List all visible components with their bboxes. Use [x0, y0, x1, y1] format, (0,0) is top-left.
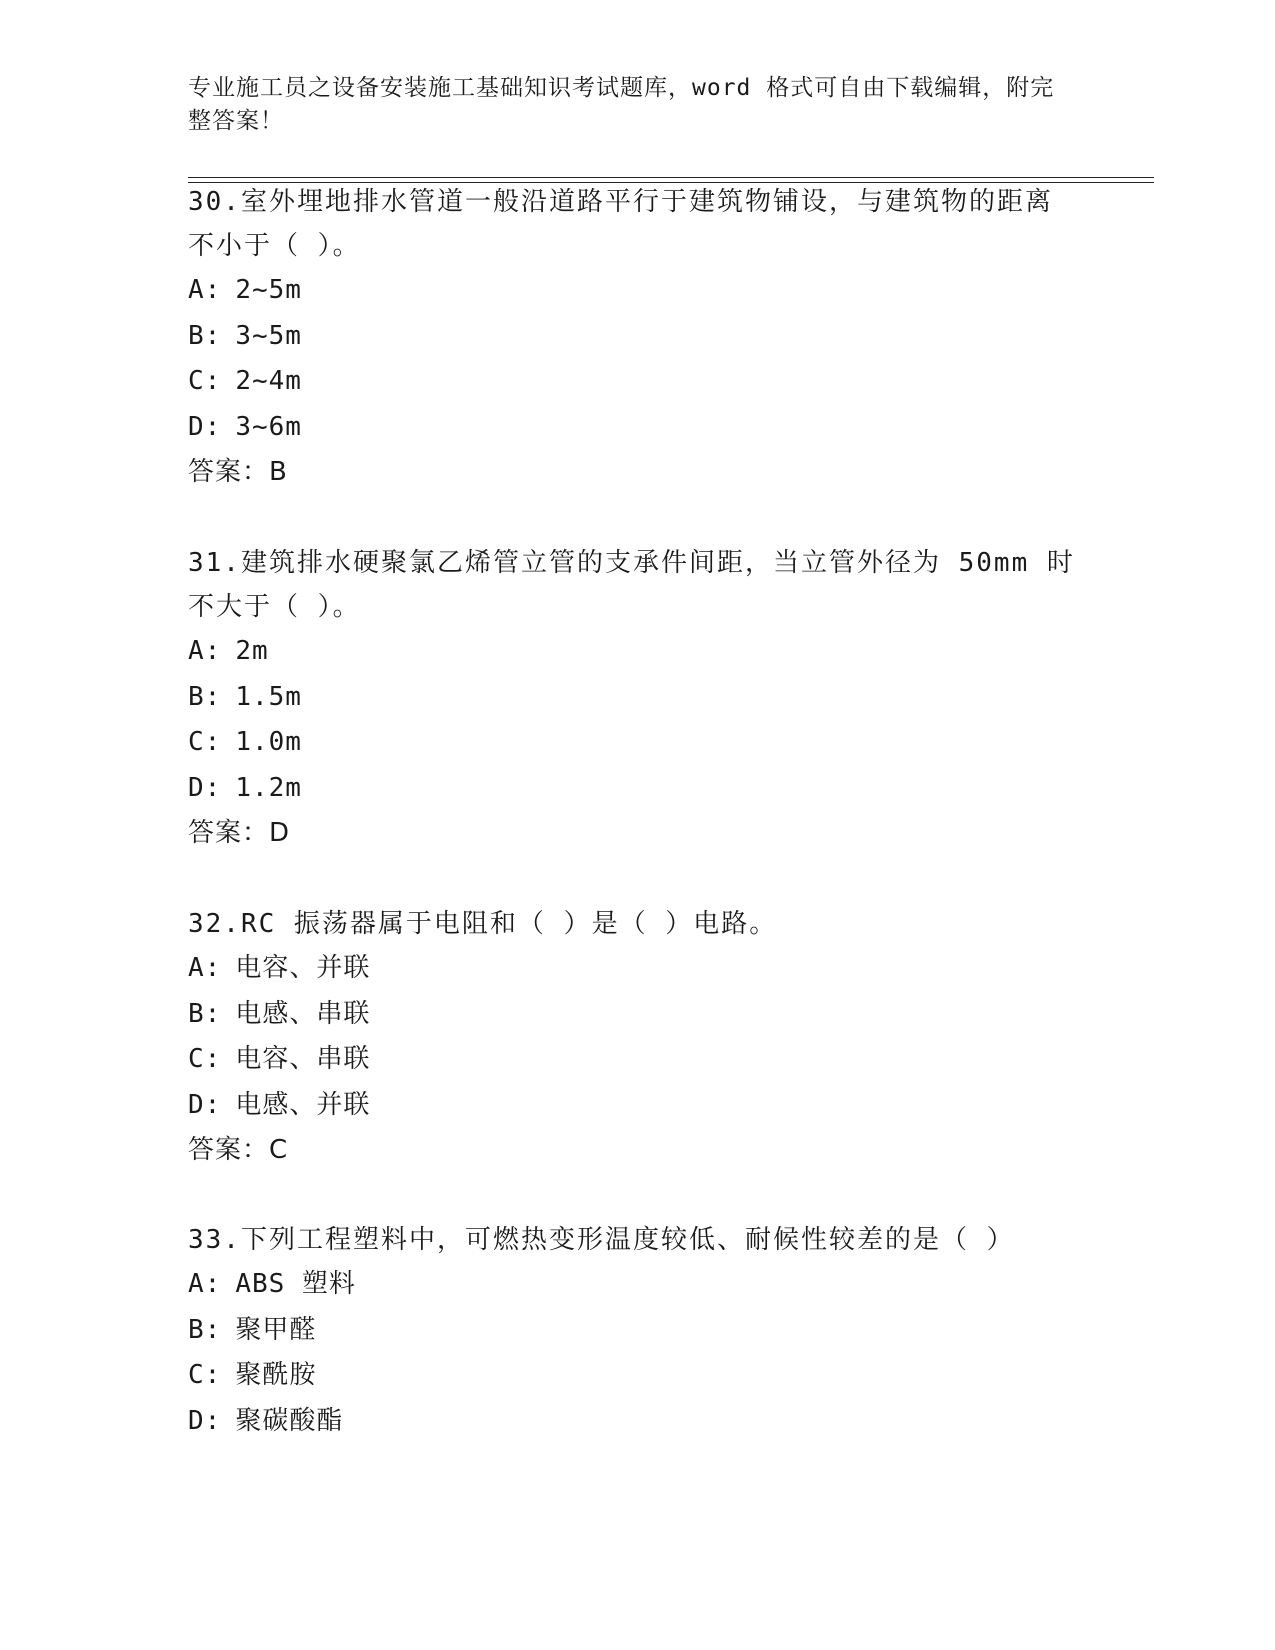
- option-letter: C:: [188, 1044, 222, 1074]
- option-d: [188, 1399, 1088, 1445]
- option-text: 1.5m: [235, 681, 302, 712]
- question-stem-line: 不大于（ ）。: [188, 592, 361, 622]
- question-stem-line: 30.室外埋地排水管道一般沿道路平行于建筑物铺设，与建筑物的距离: [188, 187, 1053, 217]
- option-b: [188, 675, 1088, 721]
- question-stem: [188, 541, 1088, 629]
- option-d: [188, 405, 1088, 451]
- option-letter: D:: [188, 411, 222, 442]
- option-letter: B:: [188, 320, 222, 351]
- option-text: 聚碳酸酯: [235, 1405, 344, 1436]
- option-letter: A:: [188, 636, 222, 666]
- option-text: 3~6m: [235, 411, 302, 442]
- option-a: [188, 1262, 1088, 1308]
- option-a: [188, 946, 1088, 992]
- question-stem: [188, 902, 1088, 946]
- option-c: [188, 1037, 1088, 1083]
- option-letter: C:: [188, 1360, 222, 1390]
- option-a: [188, 629, 1088, 675]
- header-line-2: 整答案！: [188, 108, 284, 134]
- option-letter: A:: [188, 1269, 222, 1299]
- option-text: 3~5m: [235, 320, 302, 351]
- option-letter: C:: [188, 727, 222, 757]
- question-30: [188, 180, 1088, 494]
- option-b: [188, 992, 1088, 1038]
- question-32: [188, 902, 1088, 1172]
- option-letter: C:: [188, 366, 222, 396]
- option-b: [188, 314, 1088, 360]
- option-letter: D:: [188, 1089, 222, 1120]
- option-b: [188, 1308, 1088, 1354]
- header-line-1: 专业施工员之设备安装施工基础知识考试题库，word 格式可自由下载编辑，附完: [188, 75, 1055, 101]
- option-letter: B:: [188, 681, 222, 712]
- option-c: [188, 720, 1088, 766]
- option-d: [188, 1083, 1088, 1129]
- question-stem: [188, 180, 1088, 268]
- option-text: 2~5m: [235, 275, 302, 305]
- question-stem-line: 不小于（ ）。: [188, 231, 361, 261]
- option-text: 聚甲醛: [235, 1314, 317, 1345]
- option-text: ABS 塑料: [235, 1269, 356, 1299]
- option-c: [188, 359, 1088, 405]
- question-31: [188, 541, 1088, 855]
- option-text: 电感、串联: [235, 998, 371, 1029]
- question-stem: [188, 1218, 1088, 1262]
- option-text: 1.0m: [235, 727, 302, 757]
- question-stem-line: 31.建筑排水硬聚氯乙烯管立管的支承件间距，当立管外径为 50mm 时: [188, 548, 1075, 578]
- option-text: 电容、串联: [235, 1044, 371, 1074]
- option-text: 2~4m: [235, 366, 302, 396]
- option-letter: D:: [188, 772, 222, 803]
- option-a: [188, 268, 1088, 314]
- answer-line: 答案：B: [188, 457, 288, 487]
- option-letter: B:: [188, 1314, 222, 1345]
- question-stem-line: 32.RC 振荡器属于电阻和（ ）是（ ）电路。: [188, 909, 778, 939]
- header-divider-top: [188, 177, 1154, 178]
- answer-line: 答案：D: [188, 818, 291, 848]
- option-text: 聚酰胺: [235, 1360, 317, 1390]
- option-letter: D:: [188, 1405, 222, 1436]
- option-text: 2m: [235, 636, 269, 666]
- answer-line: 答案：C: [188, 1135, 289, 1165]
- option-text: 电容、并联: [235, 953, 371, 983]
- option-letter: A:: [188, 275, 222, 305]
- document-header-note: [188, 72, 1088, 138]
- option-text: 电感、并联: [235, 1089, 371, 1120]
- question-33: [188, 1218, 1088, 1444]
- option-letter: B:: [188, 998, 222, 1029]
- question-stem-line: 33.下列工程塑料中，可燃热变形温度较低、耐候性较差的是（ ）: [188, 1225, 1015, 1255]
- option-c: [188, 1353, 1088, 1399]
- option-d: [188, 766, 1088, 812]
- option-text: 1.2m: [235, 772, 302, 803]
- option-letter: A:: [188, 953, 222, 983]
